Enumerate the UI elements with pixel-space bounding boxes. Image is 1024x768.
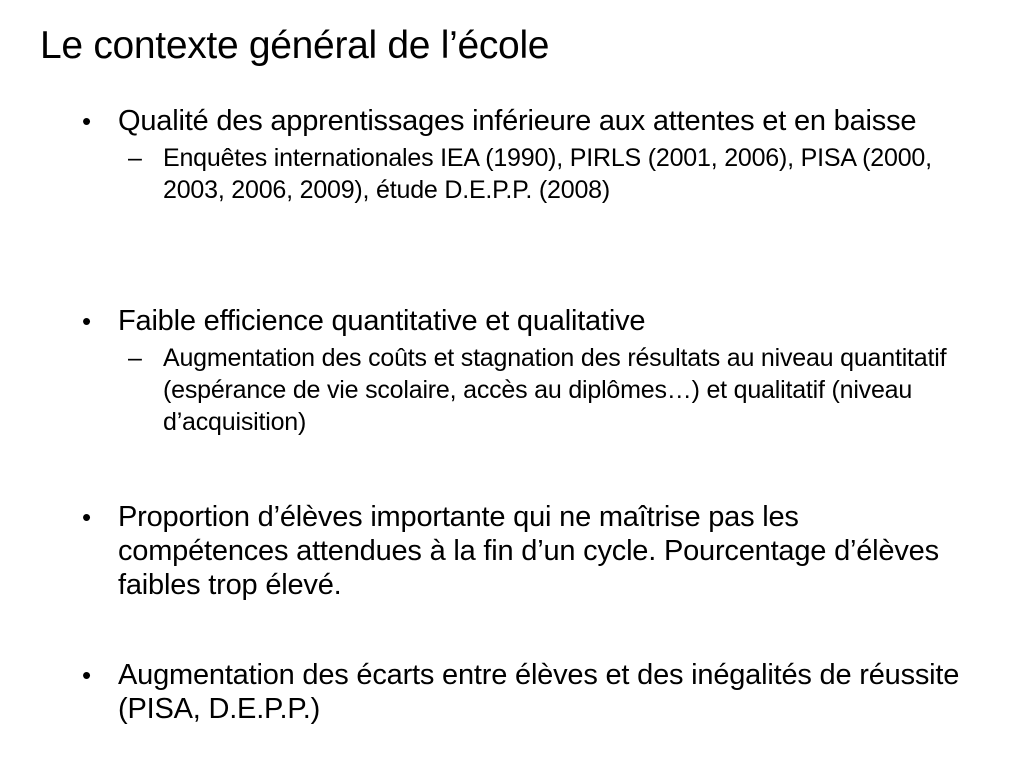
bullet-marker: • [82, 306, 91, 336]
sub-bullet-text: Enquêtes internationales IEA (1990), PIRLS (2001, 2006), PISA (2000, 2003, 2006, 2009), étude D.E.P.P. (2008) [163, 144, 932, 204]
bullet-text: Qualité des apprentissages inférieure aux attentes et en baisse [118, 105, 917, 137]
sub-bullet-marker: – [128, 344, 142, 372]
bullet-text: Proportion d’élèves importante qui ne maîtrise pas les compétences attendues à la fin d’un cycle. Pourcentage d’élèves faibles trop élevé. [118, 501, 939, 601]
bullet-marker: • [82, 660, 91, 690]
bullet-text: Faible efficience quantitative et qualitative [118, 305, 646, 337]
bullet-item [82, 104, 962, 138]
bullet-marker: • [82, 502, 91, 532]
bullet-text: Augmentation des écarts entre élèves et des inégalités de réussite (PISA, D.E.P.P.) [118, 659, 960, 725]
sub-bullet-item [82, 342, 962, 438]
bullet-item [82, 304, 962, 338]
slide-title: Le contexte général de l’école [40, 24, 550, 67]
bullet-group-3 [82, 500, 962, 602]
bullet-item [82, 500, 962, 602]
sub-bullet-marker: – [128, 144, 142, 172]
bullet-group-2 [82, 304, 962, 438]
sub-bullet-item [82, 142, 962, 206]
bullet-group-4 [82, 658, 962, 726]
sub-bullet-text: Augmentation des coûts et stagnation des résultats au niveau quantitatif (espérance de vie scolaire, accès au diplômes…) et qualitatif (niveau d’acquisition) [163, 344, 947, 436]
bullet-group-1 [82, 104, 962, 206]
bullet-item [82, 658, 962, 726]
bullet-marker: • [82, 106, 91, 136]
